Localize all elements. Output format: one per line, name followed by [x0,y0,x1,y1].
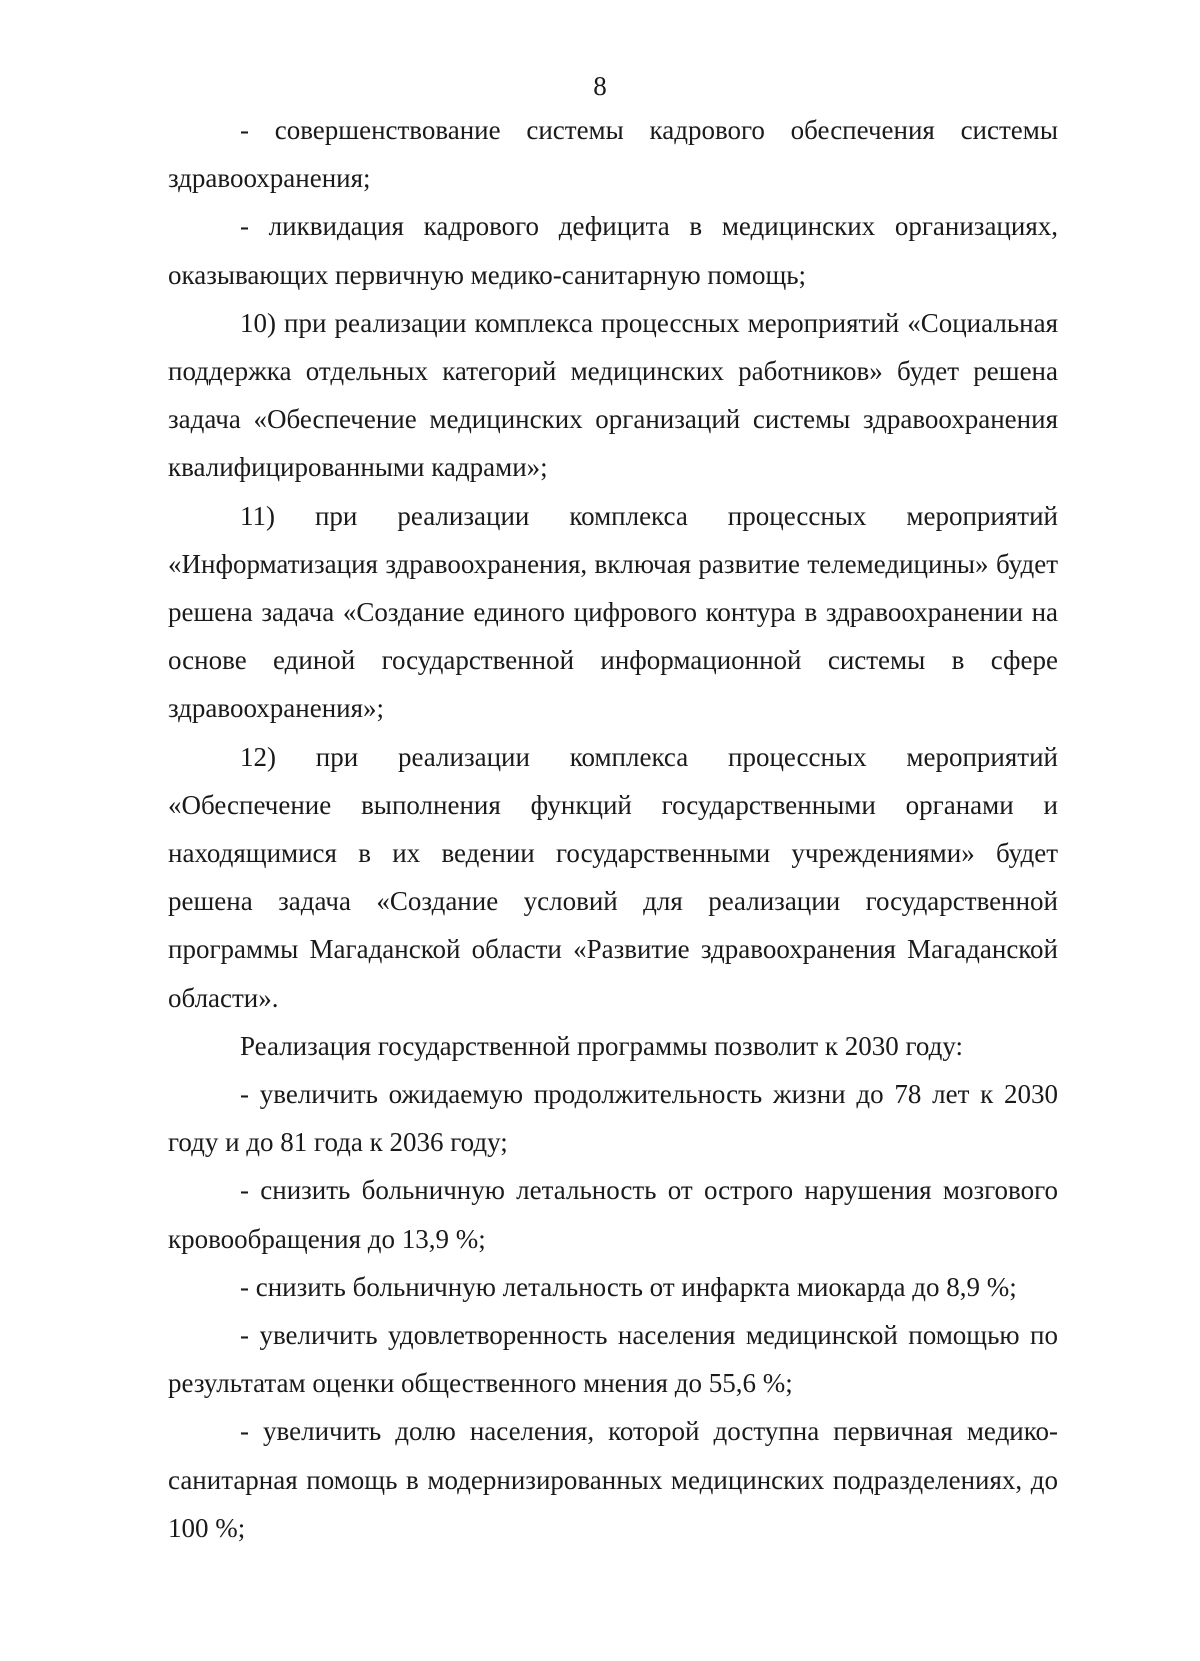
paragraph-satisfaction: - увеличить удовлетворенность населения медицинской помощью по результатам оценки общественного мнения до 55,6 %; [168,1320,1058,1399]
paragraph-stroke-mortality: - снизить больничную летальность от острого нарушения мозгового кровообращения до 13,9 %; [168,1175,1058,1254]
page-number: 8 [593,71,607,101]
document-body [168,106,1058,1552]
paragraph-staff-deficit: - ликвидация кадрового дефицита в медицинских организациях, оказывающих первичную медико-санитарную помощь; [168,211,1058,290]
paragraph-item-12: 12) при реализации комплекса процессных мероприятий «Обеспечение выполнения функций государственными органами и находящимися в их ведении государственными учреждениями» будет решена задача «Создание условий для реализации государственной программы Магаданской области «Развитие здравоохранения Магаданской области». [168,741,1058,1013]
paragraph-staffing-improvement: - совершенствование системы кадрового обеспечения системы здравоохранения; [168,115,1058,194]
paragraph-life-expectancy: - увеличить ожидаемую продолжительность жизни до 78 лет к 2030 году и до 81 года к 2036 году; [168,1079,1058,1158]
paragraph-infarction-mortality: - снизить больничную летальность от инфаркта миокарда до 8,9 %; [240,1271,1017,1302]
paragraph-primary-care-access: - увеличить долю населения, которой доступна первичная медико-санитарная помощь в модернизированных медицинских подразделениях, до 100 %; [168,1416,1058,1543]
paragraph-item-10: 10) при реализации комплекса процессных мероприятий «Социальная поддержка отдельных категорий медицинских работников» будет решена задача «Обеспечение медицинских организаций системы здравоохранения квалифицированными кадрами»; [168,307,1058,483]
paragraph-item-11: 11) при реализации комплекса процессных мероприятий «Информатизация здравоохранения, включая развитие телемедицины» будет решена задача «Создание единого цифрового контура в здравоохранении на основе единой государственной информационной системы в сфере здравоохранения»; [168,500,1058,724]
paragraph-program-outcomes-intro: Реализация государственной программы позволит к 2030 году: [240,1030,964,1061]
